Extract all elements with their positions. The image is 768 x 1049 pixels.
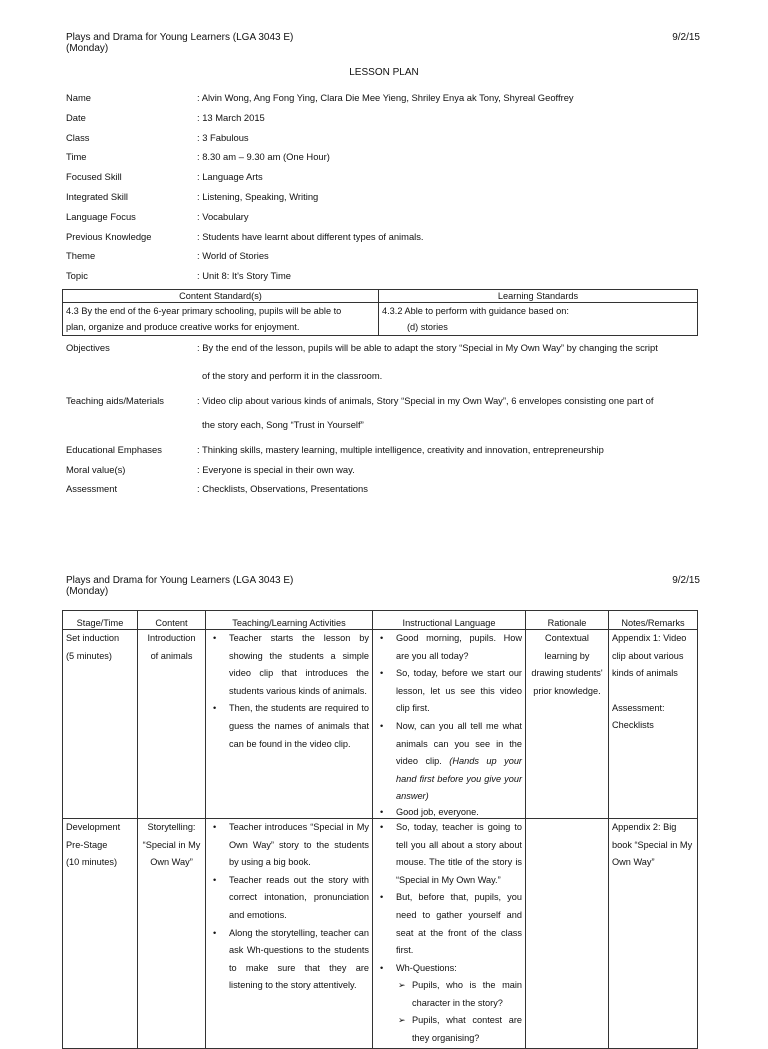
field-label: Previous Knowledge <box>66 230 152 242</box>
field-label: Teaching aids/Materials <box>66 395 164 406</box>
stage-time-cell <box>63 818 138 1048</box>
column-header: Rationale <box>526 611 609 630</box>
notes-cell <box>609 630 698 819</box>
field-value: : Thinking skills, mastery learning, multiple intelligence, creativity and innovation, entrepreneurship <box>197 444 604 455</box>
field-value: : By the end of the lesson, pupils will be able to adapt the story “Special in My Own Way” by changing the script <box>197 342 658 353</box>
column-header: Teaching/Learning Activities <box>206 611 373 630</box>
field-value: : 3 Fabulous <box>197 131 249 143</box>
header-date: 9/2/15 <box>672 575 700 586</box>
list-item: • Good morning, pupils. How are you all today? <box>396 630 522 665</box>
field-label: Educational Emphases <box>66 444 162 455</box>
field-label: Objectives <box>66 342 110 353</box>
field-value-continued: of the story and perform it in the classroom. <box>202 370 383 381</box>
learning-standard-line: 4.3.2 Able to perform with guidance based on: <box>382 306 569 316</box>
list-item: • Teacher starts the lesson by showing the students a simple video clip that introduces the students various kinds of animals. <box>229 630 369 700</box>
activities-cell <box>206 630 373 819</box>
content-standard-line: plan, organize and produce creative works for enjoyment. <box>66 322 300 332</box>
language-cell <box>373 630 526 819</box>
italic-note: (Hands up your hand first before you give your answer) <box>396 756 522 802</box>
field-value: : Video clip about various kinds of animals, Story “Special in my Own Way”, 6 envelopes consisting one part of <box>197 395 654 406</box>
field-label: Theme <box>66 250 96 262</box>
list-item <box>396 718 522 806</box>
field-label: Time <box>66 151 87 163</box>
list-item: • Then, the students are required to guess the names of animals that can be found in the video clip. <box>229 700 369 753</box>
field-label: Integrated Skill <box>66 191 129 202</box>
list-item <box>396 960 522 1048</box>
list-item: • Teacher introduces “Special in My Own Way” story to the students by using a big book. <box>229 819 369 872</box>
column-header: Stage/Time <box>63 611 138 630</box>
stage-time-cell <box>63 630 138 819</box>
column-header: Instructional Language <box>373 611 526 630</box>
header-day: (Monday) <box>66 43 109 54</box>
content-standard-cell <box>63 303 379 336</box>
language-cell <box>373 818 526 1048</box>
field-value: : Language Arts <box>197 171 263 183</box>
list-item-text: Now, can you all tell me what animals can you see in the video clip. <box>396 720 522 767</box>
page2-header <box>66 575 700 597</box>
content-text: of animals <box>150 650 193 661</box>
list-item: • Teacher reads out the story with correct intonation, pronunciation and emotions. <box>229 872 369 925</box>
sub-list-item: ➢ Pupils, what contest are they organising? <box>412 1012 522 1047</box>
field-value: : Vocabulary <box>197 210 249 222</box>
stage-text: Development <box>66 821 121 832</box>
content-standard-header: Content Standard(s) <box>63 290 379 303</box>
list-item: • Good job, everyone. <box>396 806 522 818</box>
notes-text: Assessment: Checklists <box>612 702 665 731</box>
field-value: : World of Stories <box>197 250 269 262</box>
field-value: : Checklists, Observations, Presentations <box>197 483 368 494</box>
field-label: Language Focus <box>66 210 136 222</box>
content-text: Introduction <box>147 633 196 643</box>
field-label: Topic <box>66 270 88 282</box>
learning-standard-line: (d) stories <box>407 322 448 332</box>
time-text: (10 minutes) <box>66 857 118 868</box>
list-item: • So, today, teacher is going to tell you all about a story about mouse. The title of the story is “Special in My Own Way.” <box>396 819 522 889</box>
notes-cell: Appendix 2: Big book “Special in My Own Way” <box>609 818 698 1048</box>
lesson-plan-title: LESSON PLAN <box>349 67 419 78</box>
field-label: Moral value(s) <box>66 463 126 475</box>
column-header: Content <box>138 611 206 630</box>
stage-text: Set induction <box>66 633 120 643</box>
content-standard-line: 4.3 By the end of the 6-year primary schooling, pupils will be able to <box>66 306 342 316</box>
table-row <box>63 630 698 819</box>
notes-text: Appendix 1: Video clip about various kinds of animals <box>612 633 687 679</box>
content-cell <box>138 630 206 819</box>
field-value: : 8.30 am – 9.30 am (One Hour) <box>197 151 330 163</box>
field-value: : Students have learnt about different types of animals. <box>197 230 424 242</box>
list-item: • But, before that, pupils, you need to gather yourself and seat at the front of the class first. <box>396 889 522 959</box>
header-day: (Monday) <box>66 586 109 597</box>
list-item: • Along the storytelling, teacher can ask Wh-questions to the students to make sure that they are listening to the story attentively. <box>229 925 369 995</box>
standards-table <box>62 289 698 336</box>
content-cell: Storytelling: “Special in My Own Way” <box>138 818 206 1048</box>
field-value: : Alvin Wong, Ang Fong Ying, Clara Die Mee Yieng, Shriley Enya ak Tony, Shyreal Geoffrey <box>197 92 574 103</box>
rationale-cell <box>526 818 609 1048</box>
rationale-cell: Contextual learning by drawing students' prior knowledge. <box>526 630 609 819</box>
table-row <box>63 818 698 1048</box>
field-label: Focused Skill <box>66 171 122 183</box>
header-date: 9/2/15 <box>672 32 700 43</box>
field-label: Name <box>66 92 92 103</box>
field-label: Date <box>66 111 86 123</box>
activities-cell <box>206 818 373 1048</box>
list-item: • So, today, before we start our lesson, let us see this video clip first. <box>396 665 522 718</box>
table-header-row <box>63 611 698 630</box>
header-title: Plays and Drama for Young Learners (LGA 3043 E) <box>66 32 294 43</box>
field-label: Class <box>66 131 90 143</box>
field-value: : Listening, Speaking, Writing <box>197 191 319 202</box>
learning-standards-cell <box>379 303 698 336</box>
header-title: Plays and Drama for Young Learners (LGA 3043 E) <box>66 575 294 586</box>
column-header: Notes/Remarks <box>609 611 698 630</box>
sub-list-item: ➢ Pupils, who is the main character in the story? <box>412 977 522 1012</box>
stage-text: Pre-Stage <box>66 839 108 850</box>
list-item-text: Wh-Questions: <box>396 962 457 973</box>
field-value: : Unit 8: It's Story Time <box>197 270 292 282</box>
learning-standards-header: Learning Standards <box>379 290 698 303</box>
field-value: : Everyone is special in their own way. <box>197 463 355 475</box>
field-value: : 13 March 2015 <box>197 111 265 123</box>
field-value-continued: the story each, Song “Trust in Yourself” <box>202 419 364 430</box>
time-text: (5 minutes) <box>66 650 112 661</box>
lesson-activities-table <box>62 610 698 1049</box>
page1-header <box>66 32 700 54</box>
field-label: Assessment <box>66 483 118 494</box>
